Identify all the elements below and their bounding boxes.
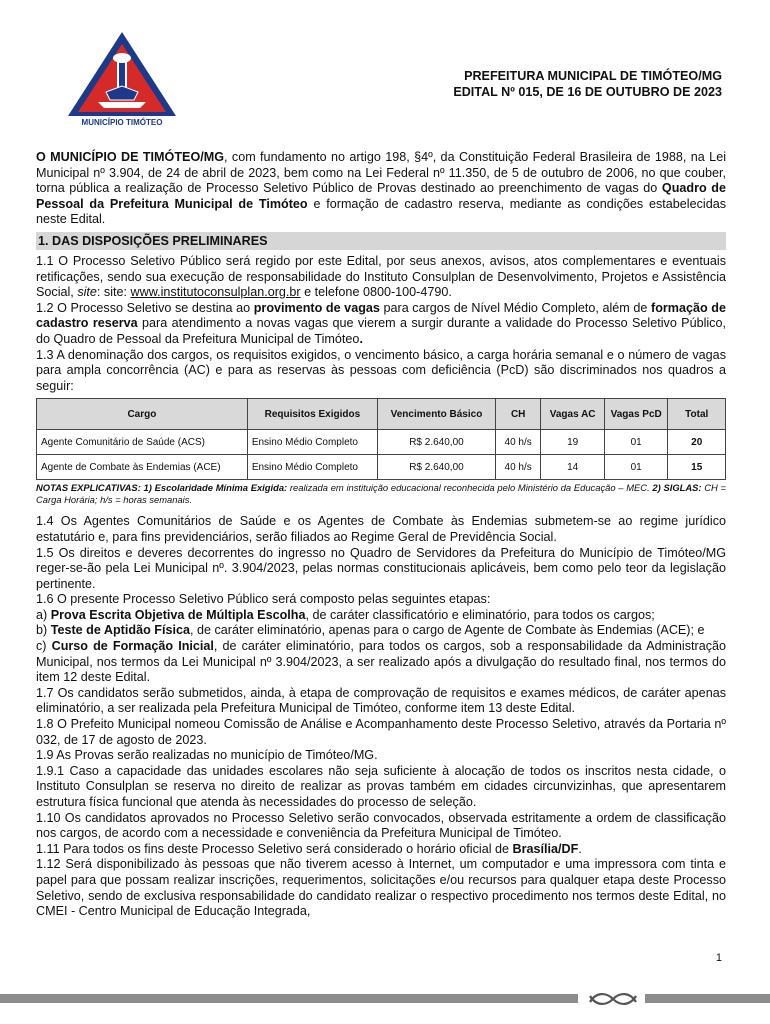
document-body (36, 150, 726, 920)
p1-2-bold-3: . (359, 331, 363, 346)
paragraph-1-4: 1.4 Os Agentes Comunitários de Saúde e os Agentes de Combate às Endemias submetem-se ao regime jurídico estatutário e, para fins previdenciários, serão filiados ao Regime Geral de Previdência Social. (36, 514, 726, 544)
consulplan-link[interactable]: www.institutoconsulplan.org.br (130, 285, 301, 300)
table-header-row (37, 399, 726, 430)
p1-2-text-3: para atendimento a novas vagas que vierem a surgir durante a validade do Processo Seletivo Público, do Quadro de Pessoal da Prefeitura Municipal de Timóteo (36, 316, 726, 346)
page-footer (0, 988, 770, 1008)
explanatory-notes (36, 482, 726, 506)
section-1-title: 1. DAS DISPOSIÇÕES PRELIMINARES (36, 232, 726, 250)
cell-cargo: Agente Comunitário de Saúde (ACS) (37, 430, 248, 455)
document-header (453, 68, 722, 100)
cell-total: 15 (668, 455, 726, 480)
header-requisitos: Requisitos Exigidos (247, 399, 377, 430)
etapa-a-prefix: a) (36, 607, 51, 622)
etapa-c-prefix: c) (36, 639, 52, 654)
notes-bold-1: NOTAS EXPLICATIVAS: 1) Escolaridade Mínima Exigida: (36, 482, 288, 494)
notes-bold-2: 2) SIGLAS: (652, 482, 702, 494)
etapa-c (36, 639, 726, 686)
paragraph-1-5: 1.5 Os direitos e deveres decorrentes do ingresso no Quadro de Servidores da Prefeitura do Município de Timóteo/MG reger-se-ão pela Lei Municipal nº. 3.904/2023, pelas normas constitucionais aplicáveis, bem como pelo teor da legislação pertinente. (36, 545, 726, 591)
paragraph-1-7: 1.7 Os candidatos serão submetidos, ainda, à etapa de comprovação de requisitos e exames médicos, de caráter apenas eliminatório, a ser realizada pela Prefeitura Municipal de Timóteo, conforme item 13 deste Edital. (36, 685, 726, 716)
p1-2-text-2: para cargos de Nível Médio Completo, além de (379, 300, 652, 315)
cell-vencimento: R$ 2.640,00 (377, 455, 495, 480)
cell-vagas-pcd: 01 (604, 430, 668, 455)
paragraph-1-9-1: 1.9.1 Caso a capacidade das unidades escolares não seja suficiente à alocação de todos os inscritos nesta cidade, o Instituto Consulplan se reserva no direito de realizar as provas também em cidades circunvizinhas, que apresentarem estrutura física funcional que atenda às necessidades do processo de seleção. (36, 763, 726, 809)
paragraph-1-6: 1.6 O presente Processo Seletivo Público será composto pelas seguintes etapas: (36, 592, 491, 607)
cell-vagas-ac: 14 (541, 455, 605, 480)
footer-bar-right (645, 994, 770, 1003)
paragraph-1-12: 1.12 Será disponibilizado às pessoas que não tiverem acesso à Internet, um computador e uma impressora com tinta e papel para que possam realizar inscrições, requerimentos, solicitações e/ou recursos para qualquer etapa deste Processo Seletivo, sendo de exclusiva responsabilidade do candidato realizar o respectivo procedimento nos termos deste Edital, no CMEI - Centro Municipal de Educação Integrada, (36, 857, 726, 919)
header-vagas-ac: Vagas AC (541, 399, 605, 430)
p1-11-bold: Brasília/DF (512, 841, 579, 856)
etapa-c-bold: Curso de Formação Inicial (51, 639, 214, 654)
cell-ch: 40 h/s (495, 430, 540, 455)
page-number: 1 (715, 952, 722, 964)
p1-11-text-1: 1.11 Para todos os fins deste Processo Seletivo será considerado o horário oficial de (36, 841, 513, 856)
p1-1-text-2: : site: (96, 285, 131, 300)
etapa-a (36, 608, 726, 624)
cargos-table (36, 398, 726, 480)
etapa-b-text: , de caráter eliminatório, apenas para o cargo de Agente de Combate às Endemias (ACE); e (189, 623, 705, 638)
intro-bold-municipio: O MUNICÍPIO DE TIMÓTEO/MG (36, 150, 225, 164)
intro-paragraph (36, 150, 726, 228)
table-row (37, 455, 726, 480)
intro-bold-quadro: Quadro de Pessoal da Prefeitura Municipal de Timóteo (36, 181, 726, 211)
cell-ch: 40 h/s (495, 455, 540, 480)
paragraph-1-8: 1.8 O Prefeito Municipal nomeou Comissão de Análise e Acompanhamento deste Processo Seletivo, através da Portaria nº 032, de 17 de agosto de 2023. (36, 717, 726, 747)
paragraph-1-11 (36, 842, 726, 858)
cell-vagas-pcd: 01 (604, 455, 668, 480)
header-total: Total (668, 399, 726, 430)
paragraph-1-1 (36, 254, 726, 301)
p1-2-text-1: 1.2 O Processo Seletivo se destina ao (36, 300, 254, 315)
etapa-b-bold: Teste de Aptidão Física (50, 623, 190, 638)
p1-1-text-1: 1.1 O Processo Seletivo Público será regido por este Edital, por seus anexos, avisos, atos complementares e eventuais retificações, sendo sua execução de responsabilidade do Instituto Consulplan de Desenvolvimento, Projetos e Assistência Social, (36, 253, 726, 300)
header-vencimento: Vencimento Básico (377, 399, 495, 430)
cell-vagas-ac: 19 (541, 430, 605, 455)
cell-total: 20 (668, 430, 726, 455)
intro-text-2: e formação de cadastro reserva, mediante as condições estabelecidas neste Edital. (36, 196, 726, 227)
paragraph-1-10: 1.10 Os candidatos aprovados no Processo Seletivo serão convocados, observada estritamente a ordem de classificação nos cargos, de acordo com a necessidade e conveniência da Prefeitura Municipal de Timóteo. (36, 810, 726, 841)
p1-2-bold-2: formação de cadastro reserva (36, 300, 727, 331)
p1-2-bold-1: provimento de vagas (253, 300, 380, 315)
p1-11-text-2: . (578, 841, 582, 856)
notes-text-1: realizada em instituição educacional reconhecida pelo Ministério da Educação – MEC. (287, 482, 653, 494)
p1-1-site-label: site (77, 285, 97, 300)
paragraph-1-9: 1.9 As Provas serão realizadas no município de Timóteo/MG. (36, 748, 378, 763)
intro-text-1: , com fundamento no artigo 198, §4º, da Constituição Federal Brasileira de 1988, na Lei Municipal nº 3.904, de 24 de abril de 2023, bem como na Lei Federal nº 11.350, de 5 de outubro de 2006, no que couber, torna pública a realização de Processo Seletivo Público de Provas destinado ao preenchimento de vagas do (36, 150, 726, 196)
etapa-c-text: , de caráter eliminatório, para todos os cargos, sob a responsabilidade da Administração Municipal, nos termos da Lei Municipal nº 3.904/2023, a ser realizado após a divulgação do resultado final, nos termos do item 12 deste Edital. (36, 639, 727, 685)
header-cargo: Cargo (37, 399, 248, 430)
header-vagas-pcd: Vagas PcD (604, 399, 668, 430)
paragraph-1-3: 1.3 A denominação dos cargos, os requisitos exigidos, o vencimento básico, a carga horária semanal e o número de vagas para ampla concorrência (AC) e para as reservas às pessoas com deficiência (PcD) são discriminados nos quadros a seguir: (36, 347, 726, 393)
cell-vencimento: R$ 2.640,00 (377, 430, 495, 455)
cell-requisitos: Ensino Médio Completo (247, 455, 377, 480)
table-row (37, 430, 726, 455)
header-line-1: PREFEITURA MUNICIPAL DE TIMÓTEO/MG (464, 69, 722, 83)
notes-text-2: CH = Carga Horária; h/s = horas semanais. (36, 482, 726, 506)
etapa-b-prefix: b) (36, 623, 51, 638)
cell-cargo: Agente de Combate às Endemias (ACE) (37, 455, 248, 480)
municipality-logo (62, 30, 182, 134)
handshake-icon (586, 988, 640, 1010)
logo-caption: MUNICÍPIO TIMÓTEO (81, 118, 163, 127)
header-line-2: EDITAL Nº 015, DE 16 DE OUTUBRO DE 2023 (453, 85, 722, 99)
paragraph-1-2 (36, 301, 726, 348)
etapa-b (36, 623, 726, 639)
header-ch: CH (495, 399, 540, 430)
etapa-a-bold: Prova Escrita Objetiva de Múltipla Escolha (50, 607, 306, 622)
etapa-a-text: , de caráter classificatório e eliminatório, para todos os cargos; (305, 607, 655, 622)
cell-requisitos: Ensino Médio Completo (247, 430, 377, 455)
p1-1-text-3: e telefone 0800-100-4790. (300, 285, 452, 300)
footer-bar-left (0, 994, 578, 1003)
